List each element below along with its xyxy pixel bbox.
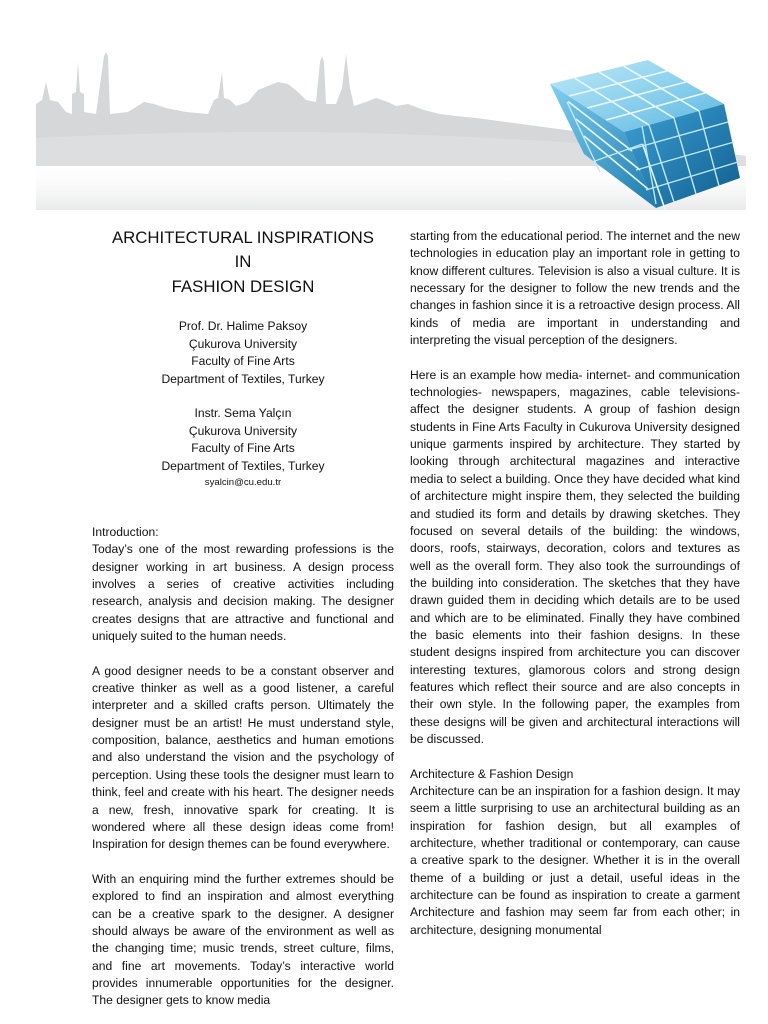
body-paragraph: A good designer needs to be a constant observer and creative thinker as well as a good listener, a careful interpreter and a skilled crafts person. Ultimately the designer must be an artist! He must understand style, composition, balance, aesthetics and human emotions and also understand the vision and the psychology of perception. Using these tools the designer must learn to think, feel and create with his heart. The designer needs a new, fresh, innovative spark for creating. It is wondered where all these design ideas come from! Inspiration for design themes can be found everywhere. bbox=[92, 663, 394, 852]
author-1-department: Department of Textiles, Turkey bbox=[161, 371, 325, 386]
title-block bbox=[92, 226, 394, 491]
body-paragraph: Architecture can be an inspiration for a fashion design. It may seem a little surprising to use an architectural building as an inspiration for fashion design, but all examples of architecture, whether traditional or contemporary, can cause a creative spark to the designer. Whether it is in the overall theme of a building or just a detail, useful ideas in the architecture can be found as inspiration to create a garment Architecture and fashion may seem far from each other; in architecture, designing monumental bbox=[410, 784, 740, 937]
body-paragraph: starting from the educational period. The internet and the new technologies in education play an important role in getting to know different cultures. Television is also a visual culture. It is necessary for the designer to follow the new trends and the changes in fashion since it is a retroactive design process. All kinds of media are important in understanding and interpreting the visual perception of the designers. bbox=[410, 229, 740, 348]
paper-title-line-1: ARCHITECTURAL INSPIRATIONS bbox=[111, 228, 374, 247]
author-2-faculty: Faculty of Fine Arts bbox=[191, 441, 295, 456]
author-1-name: Prof. Dr. Halime Paksoy bbox=[178, 319, 308, 334]
author-2-email: syalcin@cu.edu.tr bbox=[204, 477, 282, 489]
author-2-department: Department of Textiles, Turkey bbox=[161, 458, 325, 473]
introduction-heading: Introduction: bbox=[92, 525, 159, 539]
author-1-faculty: Faculty of Fine Arts bbox=[191, 354, 295, 369]
author-2-university: Çukurova University bbox=[188, 423, 298, 438]
paper-title-line-3: FASHION DESIGN bbox=[171, 276, 315, 296]
body-paragraph: Here is an example how media- internet- and communication technologies- newspapers, magazines, cable televisions- affect the designer students. A group of fashion design students in Fine Arts Faculty in Cukurova University designed unique garments inspired by architecture. They started by looking through architectural magazines and interactive media to select a building. Once they have decided what kind of architecture might inspire them, they selected the building and studied its form and details by drawing sketches. They focused on several details of the building: the windows, doors, roofs, stairways, decoration, colors and textures as well as the overall form. They also took the surroundings of the building into consideration. The sketches that they have drawn guided them in deciding which details are to be used and which are to be eliminated. Finally they have combined the basic elements into their fashion designs. In these student designs inspired from architecture you can discover interesting textures, glamorous colors and strong design features which reflect their source and are also concepts in their own style. In the following paper, the examples from these designs will be given and architectural interactions will be discussed. bbox=[410, 367, 740, 746]
section-heading: Architecture & Fashion Design bbox=[410, 766, 574, 781]
author-2-name: Instr. Sema Yalçın bbox=[194, 406, 292, 421]
body-paragraph: Today’s one of the most rewarding professions is the designer working in art business. A design process involves a series of creative activities including research, analysis and decision making. The designer creates designs that are attractive and functional and uniquely suited to the human needs. bbox=[92, 542, 394, 644]
author-1-university: Çukurova University bbox=[188, 336, 298, 351]
paper-title-line-2: IN bbox=[234, 252, 252, 272]
body-paragraph: With an enquiring mind the further extremes should be explored to find an inspiration and almost everything can be a creative spark to the designer. A designer should always be aware of the environment as well as the changing time; music trends, street culture, films, and fine art movements. Today’s interactive world provides innumerable opportunities for the designer. The designer gets to know media bbox=[92, 871, 394, 1008]
right-column bbox=[410, 228, 740, 939]
header-banner bbox=[36, 42, 746, 210]
left-column bbox=[92, 524, 394, 1010]
